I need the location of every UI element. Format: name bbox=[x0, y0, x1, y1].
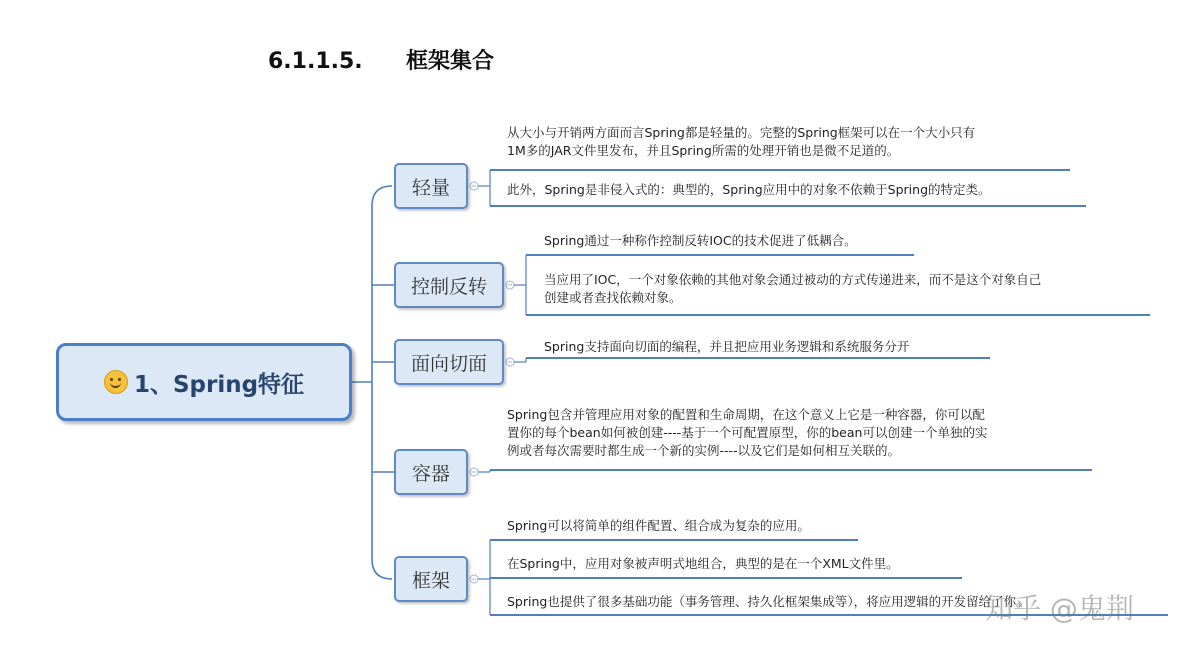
branch-inversion-of-control[interactable] bbox=[394, 262, 504, 308]
leaf-line: 在Spring中，应用对象被声明式地组合，典型的是在一个XML文件里。 bbox=[507, 556, 899, 571]
leaf-ioc-1 bbox=[544, 232, 857, 250]
branch-aspect-oriented[interactable] bbox=[394, 339, 504, 385]
leaf-container-1 bbox=[507, 406, 987, 460]
branch-framework[interactable] bbox=[394, 556, 468, 602]
leaf-line: 置你的每个bean如何被创建----基于一个可配置原型，你的bean可以创建一个单独的实 bbox=[507, 425, 988, 440]
root-node[interactable] bbox=[56, 343, 352, 421]
leaf-lightweight-2 bbox=[507, 181, 991, 199]
watermark: 知乎 @鬼荆 bbox=[985, 592, 1134, 625]
leaf-framework-1 bbox=[507, 517, 810, 535]
branch-label: 轻量 bbox=[411, 176, 450, 199]
leaf-line: 当应用了IOC，一个对象依赖的其他对象会通过被动的方式传递进来，而不是这个对象自己 bbox=[544, 272, 1042, 287]
leaf-lightweight-1 bbox=[507, 124, 975, 160]
root-label: 1、Spring特征 bbox=[133, 371, 305, 398]
leaf-line: 1M多的JAR文件里发布，并且Spring所需的处理开销也是微不足道的。 bbox=[507, 143, 900, 158]
section-number: 6.1.1.5. bbox=[268, 49, 363, 74]
leaf-line: 此外，Spring是非侵入式的：典型的，Spring应用中的对象不依赖于Spring的特定类。 bbox=[507, 182, 991, 197]
branch-container[interactable] bbox=[394, 449, 468, 495]
section-heading bbox=[268, 44, 494, 75]
leaf-line: Spring通过一种称作控制反转IOC的技术促进了低耦合。 bbox=[544, 233, 857, 248]
leaf-line: Spring包含并管理应用对象的配置和生命周期，在这个意义上它是一种容器，你可以配 bbox=[507, 407, 985, 422]
branch-label: 容器 bbox=[411, 462, 450, 485]
branch-lightweight[interactable] bbox=[394, 163, 468, 209]
leaf-line: Spring支持面向切面的编程，并且把应用业务逻辑和系统服务分开 bbox=[544, 339, 910, 354]
branch-connector bbox=[372, 559, 392, 579]
leaf-ioc-2 bbox=[544, 271, 1041, 307]
branch-label: 框架 bbox=[411, 569, 450, 592]
branch-label: 控制反转 bbox=[410, 275, 487, 298]
leaf-line: Spring可以将简单的组件配置、组合成为复杂的应用。 bbox=[507, 518, 810, 533]
leaf-line: 例或者每次需要时都生成一个新的实例----以及它们是如何相互关联的。 bbox=[507, 443, 901, 458]
leaf-framework-3 bbox=[507, 593, 1029, 611]
leaf-line: 从大小与开销两方面而言Spring都是轻量的。完整的Spring框架可以在一个大小只有 bbox=[507, 125, 976, 140]
branch-connector bbox=[372, 186, 392, 206]
section-title: 框架集合 bbox=[406, 49, 495, 74]
leaf-aop-1 bbox=[544, 338, 909, 356]
smiley-icon bbox=[104, 370, 128, 394]
leaf-line: 创建或者查找依赖对象。 bbox=[544, 290, 682, 305]
branch-label: 面向切面 bbox=[410, 352, 487, 375]
leaf-framework-2 bbox=[507, 555, 899, 573]
leaf-line: Spring也提供了很多基础功能（事务管理、持久化框架集成等），将应用逻辑的开发留给了你。 bbox=[507, 594, 1029, 609]
